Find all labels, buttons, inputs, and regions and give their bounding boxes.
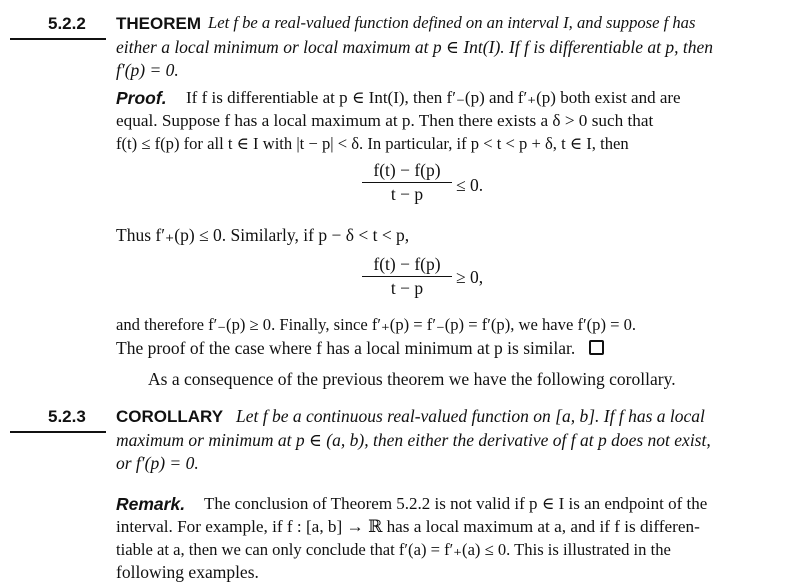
corollary-line-1: Let f be a continuous real-valued function on [a, b]. If f has a local (236, 406, 705, 426)
fraction-1-bar (362, 182, 452, 183)
proof-label: Proof. (116, 88, 167, 108)
fraction-2-relation: ≥ 0, (456, 267, 484, 287)
theorem-heading: THEOREM (116, 14, 201, 33)
corollary-rule (10, 431, 106, 433)
fraction-1-relation: ≤ 0. (456, 175, 484, 195)
proof-line-thus: Thus f′₊(p) ≤ 0. Similarly, if p − δ < t < p, (116, 225, 410, 245)
proof-closing-1: and therefore f′₋(p) ≥ 0. Finally, since f′₊(p) = f′₋(p) = f′(p), we have f′(p) = 0. (116, 315, 637, 334)
fraction-1-denominator: t − p (390, 184, 424, 204)
corollary-line-3: or f′(p) = 0. (116, 453, 199, 473)
fraction-2-denominator: t − p (390, 278, 424, 298)
remark-line-4: following examples. (116, 562, 259, 582)
theorem-line-2: either a local minimum or local maximum at p ∈ Int(I). If f is differentiable at p, then (116, 37, 714, 57)
fraction-2 (362, 254, 452, 299)
corollary-heading: COROLLARY (116, 407, 224, 426)
remark-line-2: interval. For example, if f : [a, b] → ℝ has a local maximum at a, and if f is differen- (116, 517, 700, 536)
proof-line-3: f(t) ≤ f(p) for all t ∈ I with |t − p| < δ. In particular, if p < t < p + δ, t ∈ I, then (116, 134, 629, 153)
theorem-line-1: Let f be a real-valued function defined on an interval I, and suppose f has (208, 13, 696, 32)
qed-box-icon (589, 340, 604, 355)
fraction-2-numerator: f(t) − f(p) (373, 254, 441, 274)
corollary-number: 5.2.3 (48, 407, 86, 426)
remark-line-3: tiable at a, then we can only conclude that f′(a) = f′₊(a) ≤ 0. This is illustrated in the (116, 540, 671, 559)
theorem-line-3: f′(p) = 0. (116, 60, 179, 80)
remark-label: Remark. (116, 494, 186, 514)
proof-line-2: equal. Suppose f has a local maximum at p. Then there exists a δ > 0 such that (116, 111, 654, 130)
fraction-1-numerator: f(t) − f(p) (373, 160, 441, 180)
proof-closing-2-text: The proof of the case where f has a local minimum at p is similar. (116, 338, 576, 358)
theorem-number: 5.2.2 (48, 14, 86, 33)
remark-line-1: The conclusion of Theorem 5.2.2 is not valid if p ∈ I is an endpoint of the (204, 494, 708, 513)
fraction-2-bar (362, 276, 452, 277)
proof-closing-2 (116, 338, 604, 359)
consequence-text: As a consequence of the previous theorem we have the following corollary. (148, 369, 676, 389)
corollary-line-2: maximum or minimum at p ∈ (a, b), then either the derivative of f at p does not exist, (116, 430, 711, 450)
fraction-1 (362, 160, 452, 205)
theorem-rule (10, 38, 106, 40)
proof-line-1: If f is differentiable at p ∈ Int(I), then f′₋(p) and f′₊(p) both exist and are (186, 88, 681, 107)
